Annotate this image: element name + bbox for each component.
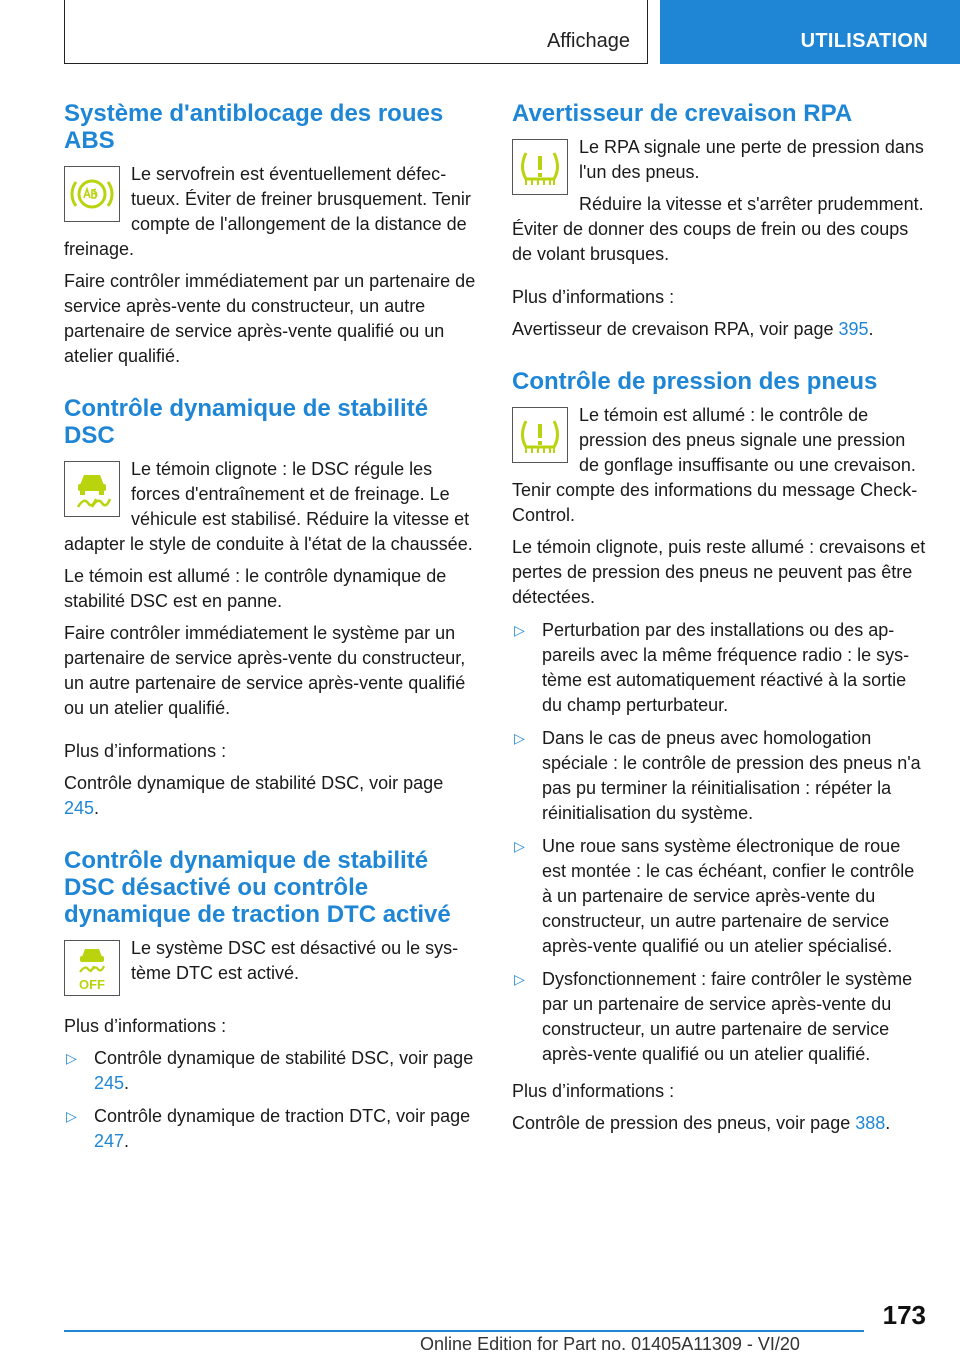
list-item [512,967,928,1067]
more-info-label: Plus d’informations : [512,1081,675,1101]
header-chapter-tab: UTILISATION [660,0,960,64]
reference-list [64,1046,480,1154]
list-item-text: Une roue sans système électronique de roue est montée : le cas échéant, confier le contrôle à un partenaire de service après-vente du constructeur, un autre partenaire de service après-vente qualifié ou un atelier spécialisé. [542,836,915,956]
triangle-bullet-icon: ▷ [66,1108,77,1124]
more-info-reference: Contrôle dynamique de stabilité DSC, voir page 245. [64,773,444,818]
triangle-bullet-icon: ▷ [514,971,525,987]
reference-text: Contrôle dynamique de traction DTC, voir page [94,1106,471,1126]
list-item [512,834,928,959]
reference-text: Avertisseur de crevaison RPA, voir page [512,319,839,339]
svg-text:OFF: OFF [79,977,105,992]
footer-divider [64,1330,864,1332]
paragraph: Le témoin est allumé : le contrôle de pression des pneus signale une pression de gonflage insuffisante ou une crevaison. Tenir compte des informations du message Check-Control. [512,405,918,525]
more-info-label: Plus d’informations : [64,1016,227,1036]
list-item-text: Dysfonctionnement : faire contrôler le système par un partenaire de service après-vente du constructeur, un autre partenaire de service après-vente qualifié ou un atelier qualifié. [542,969,913,1064]
triangle-bullet-icon: ▷ [514,730,525,746]
triangle-bullet-icon: ▷ [66,1050,77,1066]
bullet-list [512,618,928,1067]
list-item [512,726,928,826]
tire-pressure-warning-icon [512,407,568,463]
paragraph: Le RPA signale une perte de pression dans l'un des pneus. [579,137,924,182]
list-item-text: Dans le cas de pneus avec homologation spéciale : le contrôle de pression des pneus n'a pas pu terminer la réinitialisation : répéter la réinitialisation du système. [542,728,921,823]
edition-note: Online Edition for Part no. 01405A11309 - VI/20 [420,1334,800,1354]
triangle-bullet-icon: ▷ [514,838,525,854]
paragraph: Le témoin est allumé : le contrôle dynamique de stabilité DSC est en panne. [64,566,447,611]
reference-text: Contrôle dynamique de stabilité DSC, voir page [64,773,444,793]
reference-text: Contrôle de pression des pneus, voir page [512,1113,856,1133]
right-column [512,100,928,1162]
header-section-title: Affichage [546,30,630,52]
section-title: Contrôle de pression des pneus [512,368,878,395]
left-column [64,100,480,1180]
tire-pressure-warning-icon [512,139,568,195]
list-item: ▷ Contrôle dynamique de stabilité DSC, voir page 245. [66,1048,474,1093]
paragraph: Faire contrôler immédiatement le système par un partenaire de service après-vente du constructeur, un autre partenaire de service après-vente qualifié ou un atelier qualifié. [64,623,466,718]
page-number: 173 [882,1300,926,1330]
section-title: Contrôle dynamique de stabilité DSC [64,395,429,449]
list-item-text: Perturbation par des installations ou des appareils avec la même fréquence radio : le système est automatiquement réactivé à la sortie du champ perturbateur. [542,620,910,715]
more-info-label: Plus d’informations : [64,741,227,761]
section-tire-pressure [512,368,928,1136]
paragraph: Faire contrôler immédiatement par un partenaire de service après-vente du constructeur, un autre partenaire de service après-vente qualifié ou un atelier qualifié. [64,271,476,366]
triangle-bullet-icon: ▷ [514,622,525,638]
section-dsc [64,395,480,821]
section-title: Contrôle dynamique de stabilité DSC désactivé ou contrôle dynamique de traction DTC activé [64,847,451,928]
more-info-reference: Contrôle de pression des pneus, voir page 388. [512,1113,891,1133]
page-link[interactable]: 388 [855,1113,886,1133]
page-link[interactable]: 395 [838,319,869,339]
paragraph: Réduire la vitesse et s'arrêter prudemment. Éviter de donner des coups de frein ou des coups de volant brusques. [512,194,924,264]
list-item [512,618,928,718]
paragraph: Le système DSC est désactivé ou le système DTC est activé. [131,938,459,983]
section-rpa [512,100,928,342]
paragraph: Le témoin clignote, puis reste allumé : crevaisons et pertes de pression des pneus ne peuvent pas être détectées. [512,537,926,607]
page-link[interactable]: 245 [94,1073,125,1093]
page-link[interactable]: 247 [94,1131,125,1151]
section-abs [64,100,480,369]
section-dsc-off [64,847,480,1154]
more-info-label: Plus d’informations : [512,287,675,307]
section-title: Avertisseur de crevaison RPA [512,100,853,127]
dsc-off-icon [64,940,120,996]
abs-warning-icon [64,166,120,222]
section-title: Système d'antiblocage des roues ABS [64,100,444,154]
list-item: ▷ Contrôle dynamique de traction DTC, voir page 247. [66,1106,471,1151]
page-link[interactable]: 245 [64,798,95,818]
more-info-reference: Avertisseur de crevaison RPA, voir page 395. [512,319,874,339]
dsc-skid-car-icon [64,461,120,517]
reference-text: Contrôle dynamique de stabilité DSC, voir page [94,1048,474,1068]
paragraph: Le servofrein est éventuellement défectueux. Éviter de freiner brusquement. Tenir compte de l'allongement de la distance de freinage. [64,164,471,259]
paragraph: Le témoin clignote : le DSC régule les forces d'entraînement et de freinage. Le véhicule est stabilisé. Réduire la vitesse et adapter le style de conduite à l'état de la chaussée. [64,459,473,554]
